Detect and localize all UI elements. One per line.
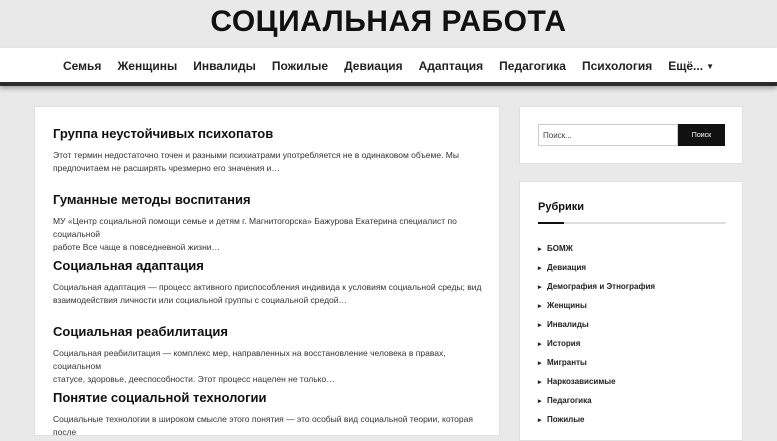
nav-more-label: Ещё... xyxy=(668,59,704,73)
category-label: Наркозависимые xyxy=(547,377,616,386)
category-label: Пожилые xyxy=(547,415,585,424)
chevron-right-icon: ▸ xyxy=(538,265,542,272)
post-item xyxy=(53,192,483,254)
post-excerpt-line: работе Все чаще в повседневной жизни… xyxy=(53,242,221,252)
post-item xyxy=(53,324,483,386)
category-item-migrants[interactable] xyxy=(538,358,655,377)
main-nav xyxy=(0,48,777,86)
category-label: История xyxy=(547,339,581,348)
category-label: Инвалиды xyxy=(547,320,589,329)
site-title[interactable]: СОЦИАЛЬНАЯ РАБОТА xyxy=(210,5,567,38)
category-item-pedagogy[interactable] xyxy=(538,396,655,415)
post-excerpt-line: статусе, здоровье, дееспособности. Этот процесс нацелен не только… xyxy=(53,374,335,384)
category-item-bomzh[interactable] xyxy=(538,244,655,263)
category-item-history[interactable] xyxy=(538,339,655,358)
search-input[interactable] xyxy=(538,124,678,146)
chevron-right-icon: ▸ xyxy=(538,303,542,310)
nav-item-psychology[interactable]: Психология xyxy=(581,59,653,73)
chevron-right-icon: ▸ xyxy=(538,398,542,405)
category-item-women[interactable] xyxy=(538,301,655,320)
post-item xyxy=(53,258,483,307)
post-excerpt-line: Социальная адаптация — процесс активного приспособления индивида к условиям социальной среды; вид xyxy=(53,282,482,292)
post-list xyxy=(34,106,500,436)
category-item-disabled[interactable] xyxy=(538,320,655,339)
site-header xyxy=(0,0,777,48)
post-excerpt-line: Социальная реабилитация — комплекс мер, направленных на восстановление человека в правах, социальном xyxy=(53,348,446,371)
post-title[interactable]: Понятие социальной технологии xyxy=(53,390,267,405)
nav-item-deviation[interactable]: Девиация xyxy=(344,59,403,73)
category-item-addicts[interactable] xyxy=(538,377,655,396)
chevron-right-icon: ▸ xyxy=(538,360,542,367)
category-label: Педагогика xyxy=(547,396,592,405)
post-title[interactable]: Социальная реабилитация xyxy=(53,324,228,339)
nav-item-women[interactable]: Женщины xyxy=(117,59,178,73)
category-item-elderly[interactable] xyxy=(538,415,655,434)
category-label: Демография и Этнография xyxy=(547,282,656,291)
post-title[interactable]: Группа неустойчивых психопатов xyxy=(53,126,274,141)
category-item-demography[interactable] xyxy=(538,282,655,301)
search-widget xyxy=(519,106,743,164)
post-excerpt-line: предпочитаем не расширять чрезмерно его значения и… xyxy=(53,163,280,173)
nav-item-family[interactable]: Семья xyxy=(63,59,102,73)
category-label: Девиация xyxy=(547,263,587,272)
widget-title-underline xyxy=(538,222,726,224)
post-item xyxy=(53,126,483,175)
post-excerpt-line: МУ «Центр социальной помощи семье и детям г. Магнитогорска» Бажурова Екатерина специалист по социальной xyxy=(53,216,457,239)
post-excerpt-line: Социальные технологии в широком смысле этого понятия — это особый вид социальной теории, которая после xyxy=(53,414,473,437)
widget-title: Рубрики xyxy=(538,201,584,213)
post-excerpt-line: Этот термин недостаточно точен и разными психиатрами употребляется не в одинаковом объеме. Мы xyxy=(53,150,459,160)
post-item xyxy=(53,390,483,439)
chevron-right-icon: ▸ xyxy=(538,284,542,291)
category-item-deviation[interactable] xyxy=(538,263,655,282)
chevron-right-icon: ▸ xyxy=(538,341,542,348)
nav-item-disabled[interactable]: Инвалиды xyxy=(193,59,256,73)
nav-item-adaptation[interactable]: Адаптация xyxy=(418,59,484,73)
post-title[interactable]: Гуманные методы воспитания xyxy=(53,192,251,207)
nav-item-more[interactable] xyxy=(668,59,714,73)
category-label: БОМЖ xyxy=(547,244,573,253)
nav-item-elderly[interactable]: Пожилые xyxy=(271,59,329,73)
categories-widget xyxy=(519,181,743,441)
category-label: Женщины xyxy=(547,301,587,310)
search-button[interactable]: Поиск xyxy=(678,124,725,146)
chevron-right-icon: ▸ xyxy=(538,417,542,424)
post-title[interactable]: Социальная адаптация xyxy=(53,258,204,273)
chevron-right-icon: ▸ xyxy=(538,246,542,253)
caret-down-icon: ▼ xyxy=(706,62,714,71)
category-label: Мигранты xyxy=(547,358,587,367)
post-excerpt-line: взаимодействия личности или социальной группы с социальной средой… xyxy=(53,295,348,305)
nav-item-pedagogy[interactable]: Педагогика xyxy=(499,59,566,73)
chevron-right-icon: ▸ xyxy=(538,322,542,329)
chevron-right-icon: ▸ xyxy=(538,379,542,386)
